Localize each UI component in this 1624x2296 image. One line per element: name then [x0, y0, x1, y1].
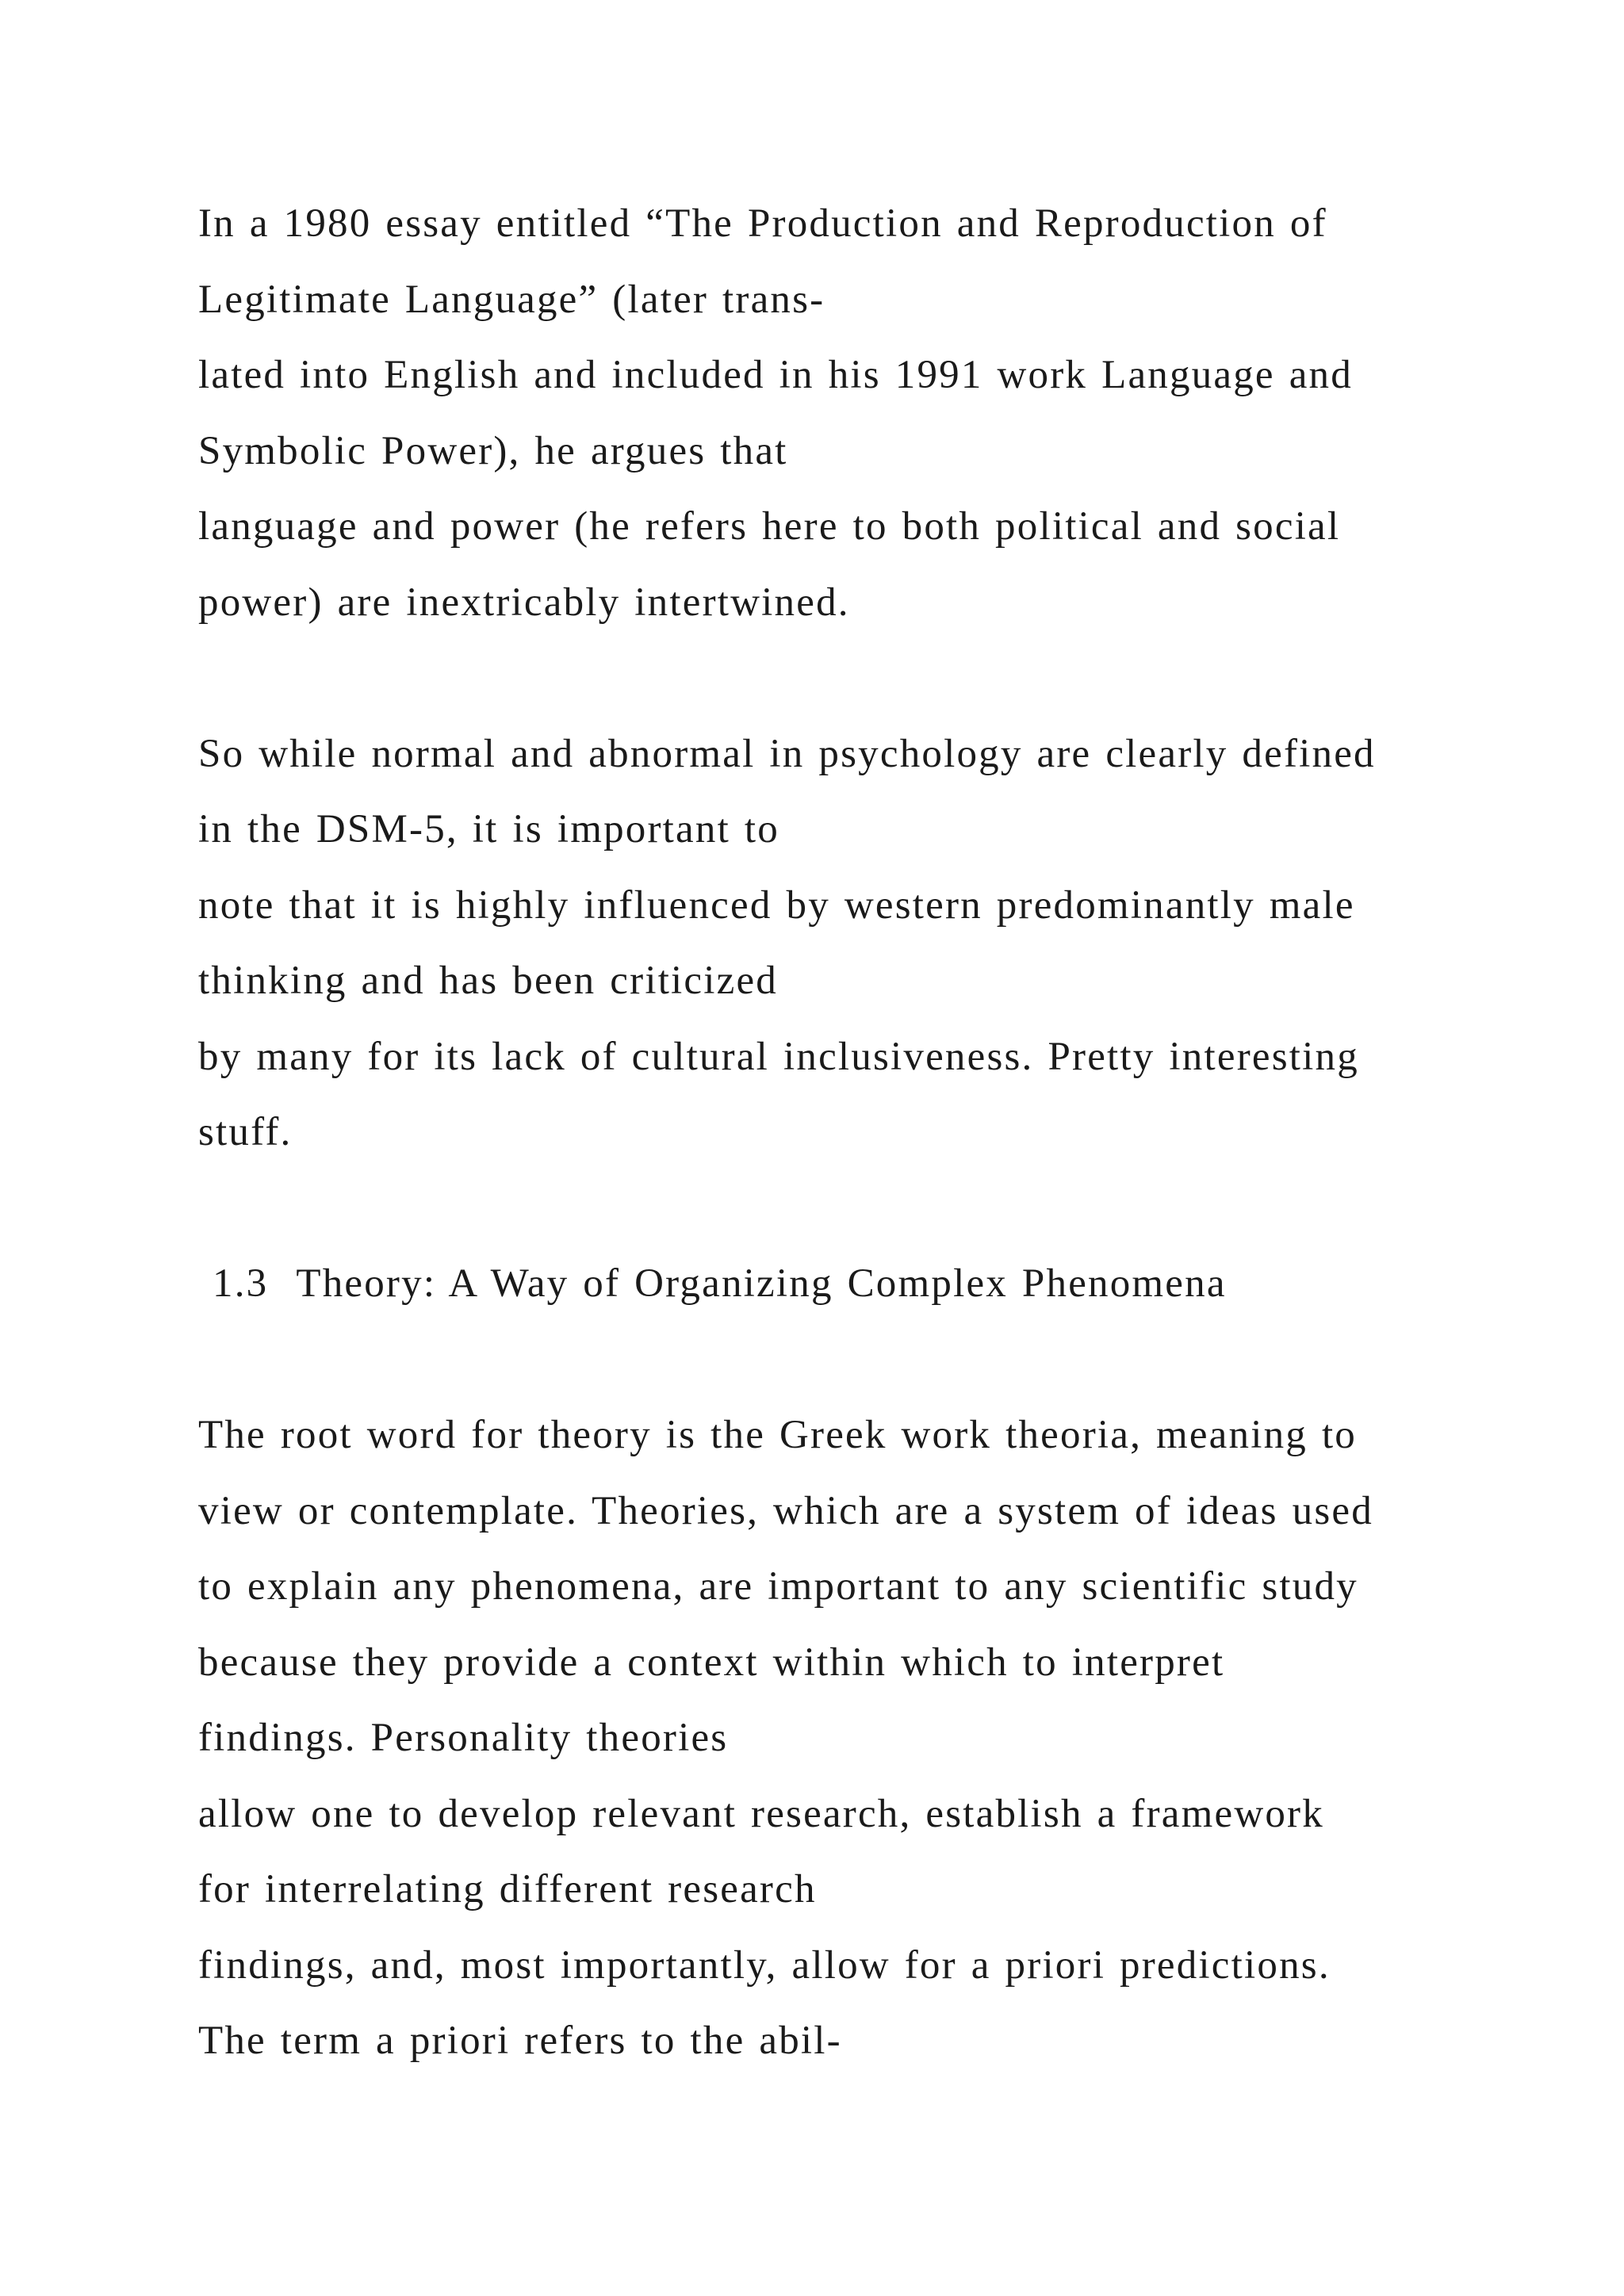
paragraph-spacer	[198, 1171, 1546, 1247]
text-line: Legitimate Language” (later trans-	[198, 277, 825, 322]
text-line: because they provide a context within which to interpret	[198, 1640, 1225, 1685]
text-line: The term a priori refers to the abil-	[198, 2019, 842, 2063]
text-line: lated into English and included in his 1991 work Language and	[198, 353, 1353, 397]
paragraph-spacer	[198, 641, 1546, 717]
paragraph-spacer	[198, 1322, 1546, 1399]
text-line: to explain any phenomena, are important to any scientific study	[198, 1564, 1358, 1609]
text-line: in the DSM-5, it is important to	[198, 807, 779, 851]
text-line: So while normal and abnormal in psychology are clearly defined	[198, 731, 1376, 776]
text-line: by many for its lack of cultural inclusiveness. Pretty interesting	[198, 1034, 1359, 1079]
text-line: findings, and, most importantly, allow for a priori predictions.	[198, 1942, 1331, 1988]
text-line: language and power (he refers here to both political and social	[198, 504, 1341, 549]
section-number: 1.3	[213, 1261, 269, 1306]
paragraph-language-power	[198, 186, 1546, 641]
text-line: view or contemplate. Theories, which are a system of ideas used	[198, 1488, 1373, 1533]
text-line: In a 1980 essay entitled “The Production and Reproduction of	[198, 201, 1327, 246]
paragraph-dsm-5	[198, 717, 1546, 1171]
document-body	[198, 186, 1546, 2080]
paragraph-theory	[198, 1398, 1546, 2080]
text-line: power) are inextricably intertwined.	[198, 580, 850, 625]
text-line: for interrelating different research	[198, 1867, 817, 1911]
text-line: findings. Personality theories	[198, 1716, 729, 1760]
text-line: Symbolic Power), he argues that	[198, 428, 788, 473]
text-line: stuff.	[198, 1110, 293, 1154]
text-line: allow one to develop relevant research, establish a framework	[198, 1791, 1324, 1836]
text-line: The root word for theory is the Greek work theoria, meaning to	[198, 1413, 1358, 1457]
text-line: note that it is highly influenced by western predominantly male	[198, 882, 1355, 928]
text-line: thinking and has been criticized	[198, 959, 779, 1003]
section-heading	[198, 1246, 1546, 1322]
section-title: Theory: A Way of Organizing Complex Phenomena	[296, 1261, 1227, 1306]
